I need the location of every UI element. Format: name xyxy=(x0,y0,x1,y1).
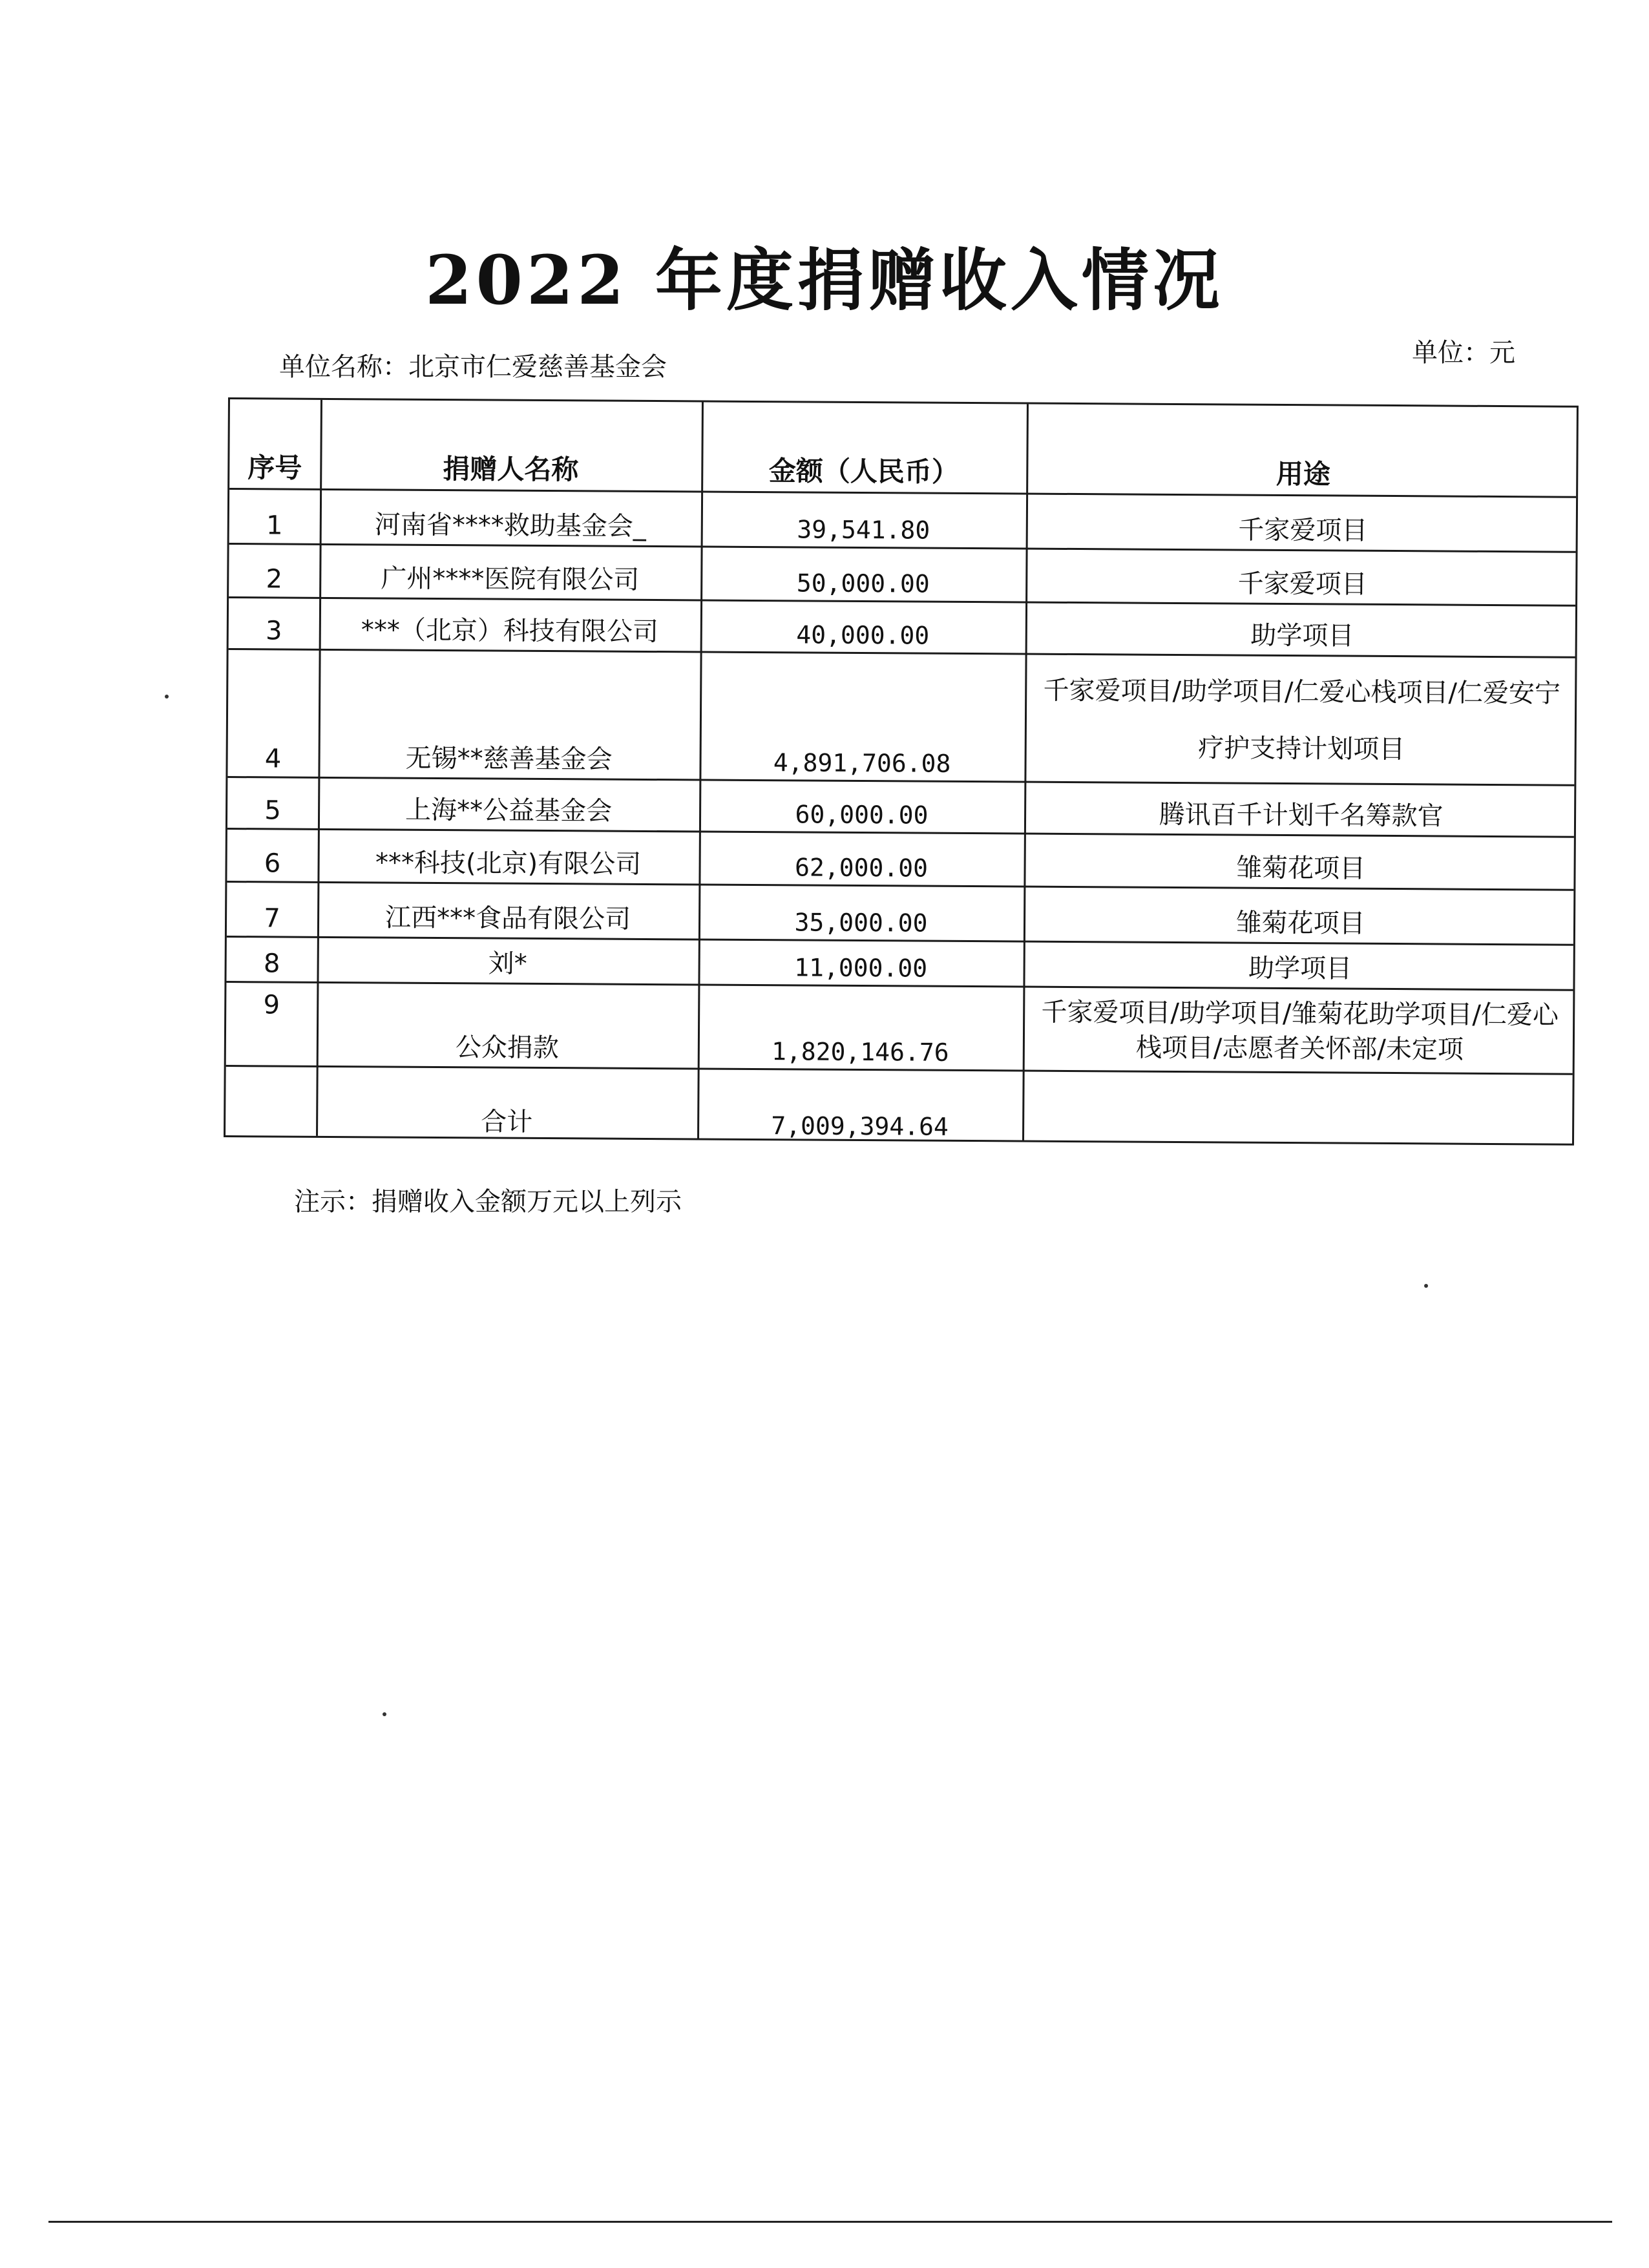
donation-amount: 50,000.00 xyxy=(796,569,930,598)
donor-name: 刘* xyxy=(488,949,527,979)
row-index: 6 xyxy=(264,848,281,879)
row-index: 9 xyxy=(263,990,280,1020)
donation-purpose: 雏菊花项目 xyxy=(1235,853,1366,884)
donor-name: ***（北京）科技有限公司 xyxy=(361,615,658,647)
scan-speck xyxy=(383,1712,386,1716)
donation-purpose: 千家爱项目/助学项目/仁爱心栈项目/仁爱安宁疗护支持计划项目 xyxy=(1043,675,1561,765)
donor-name: 公众捐款 xyxy=(455,1033,559,1064)
row-index: 5 xyxy=(264,795,281,826)
row-index: 8 xyxy=(263,949,280,979)
donation-purpose: 千家爱项目 xyxy=(1238,515,1368,546)
page-title: 2022 年度捐赠收入情况 xyxy=(425,240,1224,320)
donation-amount: 60,000.00 xyxy=(795,800,929,830)
total-label: 合计 xyxy=(481,1107,533,1137)
donation-amount: 35,000.00 xyxy=(794,908,928,938)
donation-income-table xyxy=(224,397,1579,1146)
donation-amount: 39,541.80 xyxy=(797,515,930,545)
donation-purpose: 助学项目 xyxy=(1250,620,1354,651)
donation-purpose: 千家爱项目 xyxy=(1237,569,1367,600)
donor-name: 江西***食品有限公司 xyxy=(384,903,631,934)
header-purpose: 用途 xyxy=(1276,457,1330,490)
header-amount: 金额（人民币） xyxy=(768,455,959,488)
donor-name: 无锡**慈善基金会 xyxy=(405,743,613,775)
donation-purpose: 腾讯百千计划千名筹款官 xyxy=(1159,799,1444,832)
table-header-row xyxy=(230,399,1577,490)
total-amount: 7,009,394.64 xyxy=(771,1111,949,1141)
donor-name: 河南省****救助基金会_ xyxy=(374,510,646,541)
footnote: 注示：捐赠收入金额万元以上列示 xyxy=(294,1187,682,1217)
row-index: 7 xyxy=(264,903,280,934)
donation-purpose: 助学项目 xyxy=(1248,953,1352,984)
organization-label: 单位名称：北京市仁爱慈善基金会 xyxy=(279,352,667,382)
donation-amount: 4,891,706.08 xyxy=(773,748,951,778)
row-index: 4 xyxy=(264,744,282,774)
header-donor: 捐赠人名称 xyxy=(443,453,579,486)
donation-amount: 11,000.00 xyxy=(794,953,928,983)
donation-amount: 1,820,146.76 xyxy=(771,1037,949,1067)
donor-name: ***科技(北京)有限公司 xyxy=(375,848,642,879)
donation-purpose: 雏菊花项目 xyxy=(1235,908,1365,939)
scan-speck xyxy=(165,695,169,698)
donation-purpose: 千家爱项目/助学项目/雏菊花助学项目/仁爱心栈项目/志愿者关怀部/未定项 xyxy=(1041,997,1559,1065)
row-index: 1 xyxy=(266,510,283,541)
donation-amount: 62,000.00 xyxy=(794,853,929,883)
row-index: 3 xyxy=(265,616,282,646)
page-bottom-rule xyxy=(48,2221,1612,2223)
donor-name: 上海**公益基金会 xyxy=(404,795,613,826)
currency-unit-label: 单位：元 xyxy=(1412,338,1515,368)
scan-speck xyxy=(1424,1284,1428,1288)
donation-amount: 40,000.00 xyxy=(796,620,930,650)
header-index: 序号 xyxy=(247,452,302,484)
donor-name: 广州****医院有限公司 xyxy=(381,563,640,595)
row-index: 2 xyxy=(266,564,283,594)
